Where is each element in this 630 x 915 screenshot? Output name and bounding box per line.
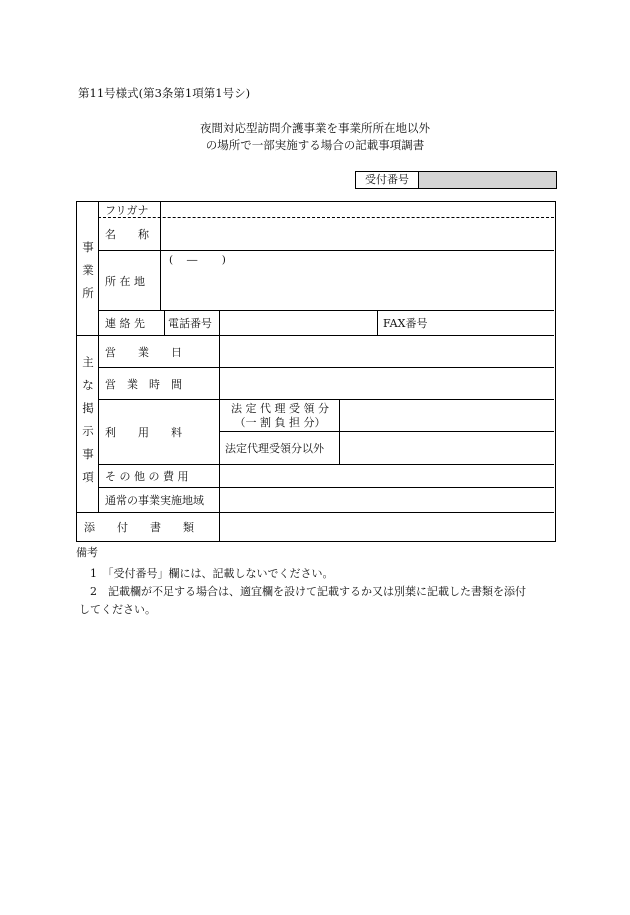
postal-code-placeholder: ( ― ) [169,253,226,266]
phone-label: 電話番号 [168,317,212,330]
contact-label: 連 絡 先 [105,317,145,330]
note-item-1: 1 「受付番号」欄には、記載しないでください。 [90,567,334,580]
office-name-label: 名 称 [105,228,149,241]
proxy-receipt-label: 法 定 代 理 受 領 分 （一 割 負 担 分） [231,401,329,429]
address-field[interactable] [162,266,554,310]
office-name-field[interactable] [162,218,554,250]
receipt-number-box [355,171,557,189]
business-days-label: 営 業 日 [105,345,182,359]
business-hours-field[interactable] [220,368,554,399]
receipt-number-field[interactable] [419,172,556,188]
notes-heading: 備考 [76,546,98,559]
document-title-line2: の場所で一部実施する場合の記載事項調書 [205,138,425,152]
fax-field[interactable] [433,311,554,335]
fees-label: 利 用 料 [105,426,182,439]
business-days-field[interactable] [220,336,554,367]
posted-items-section-label: 主 な 掲 示 事 項 [82,355,94,484]
attachments-field[interactable] [220,513,554,541]
service-area-field[interactable] [220,488,554,512]
office-section-label: 事 業 所 [82,240,94,300]
non-proxy-label: 法定代理受領分以外 [225,442,324,455]
note-item-2: 2 記載欄が不足する場合は、適宜欄を設けて記載するか又は別葉に記載した書類を添付 [90,585,526,598]
address-label: 所 在 地 [105,274,145,288]
receipt-number-label: 受付番号 [356,172,419,188]
business-hours-label: 営 業 時 間 [105,377,182,391]
attachments-label: 添 付 書 類 [84,521,194,534]
proxy-receipt-field[interactable] [340,400,554,431]
phone-field[interactable] [220,311,377,335]
furigana-label: フリガナ [105,203,149,217]
form-number: 第11号様式(第3条第1項第1号シ) [78,86,251,100]
fax-label: FAX番号 [383,317,428,330]
non-proxy-field[interactable] [340,432,554,464]
furigana-field[interactable] [162,202,554,217]
other-costs-field[interactable] [220,465,554,487]
main-form-table [76,201,556,542]
other-costs-label: そ の 他 の 費 用 [105,470,189,483]
service-area-label: 通常の事業実施地域 [105,494,204,507]
document-title-line1: 夜間対応型訪問介護事業を事業所所在地以外 [200,121,430,135]
note-item-2-continued: してください。 [79,603,156,616]
